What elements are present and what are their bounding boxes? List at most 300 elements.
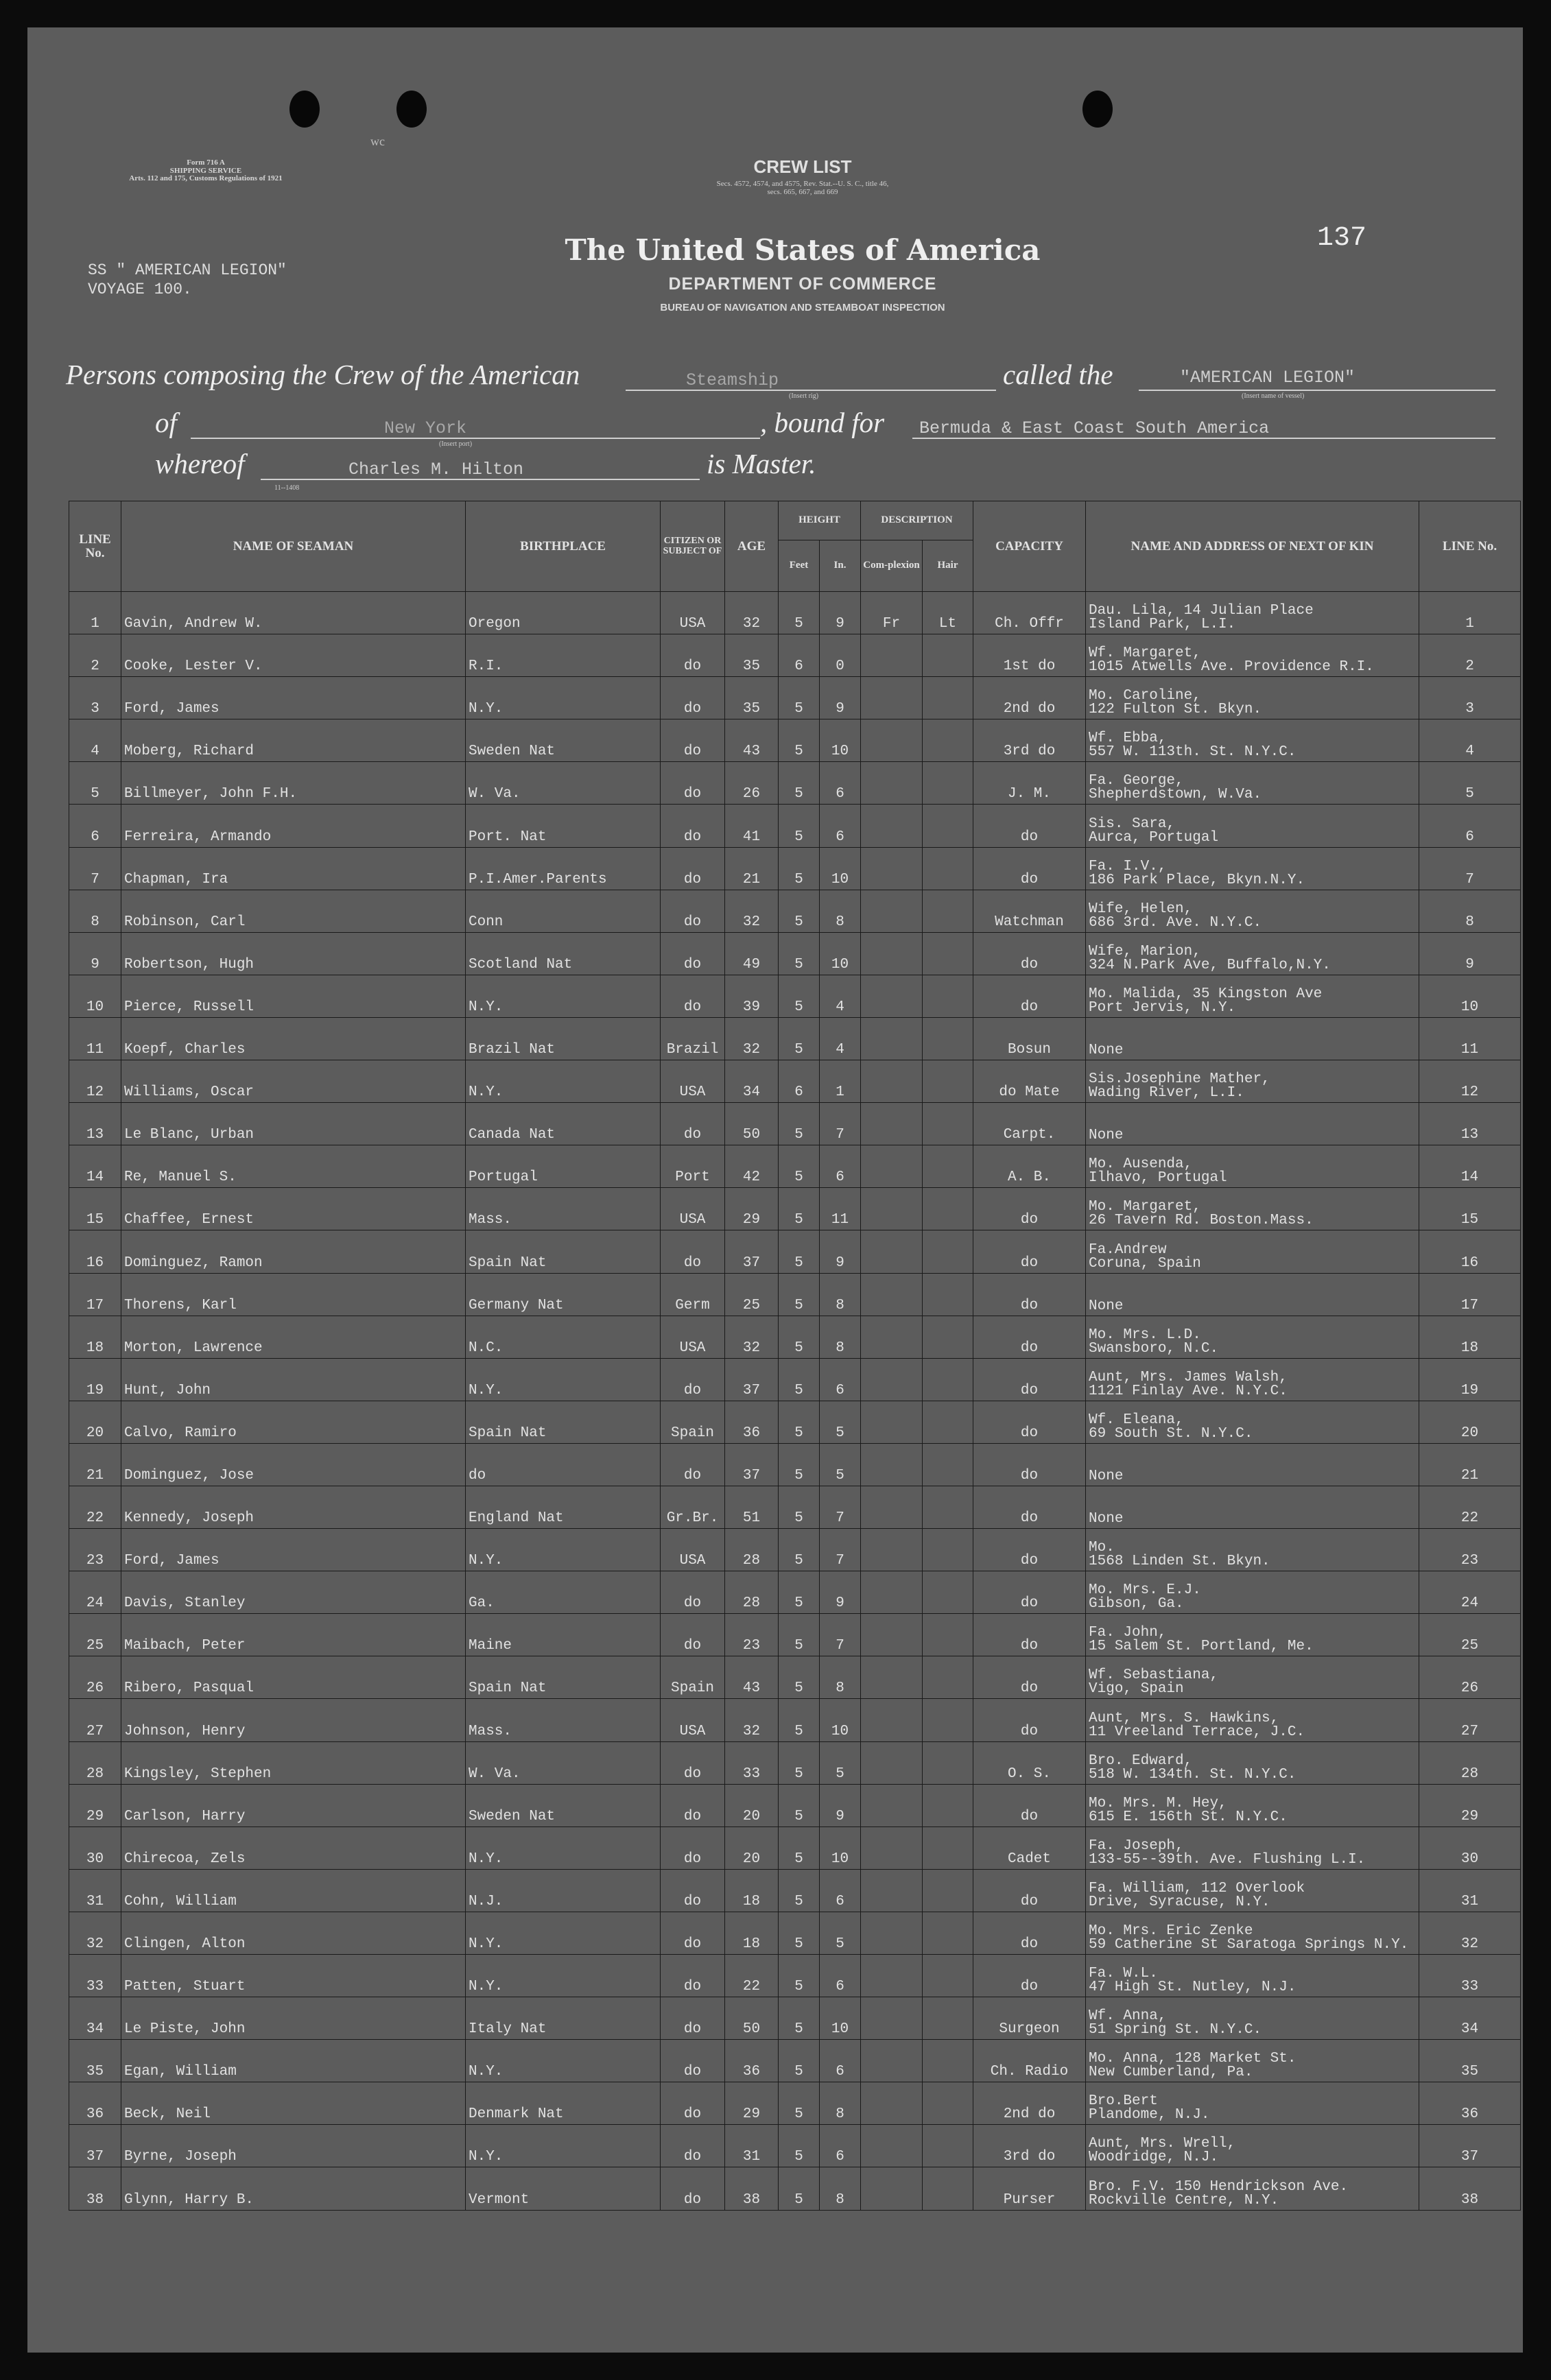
line-number: 24	[69, 1571, 121, 1614]
height-inches: 5	[820, 1401, 861, 1443]
complexion	[861, 1358, 923, 1401]
complexion: Fr	[861, 592, 923, 634]
complexion	[861, 1869, 923, 1912]
table-row	[69, 1316, 1521, 1358]
kin-line: Sis. Sara,	[1089, 816, 1176, 832]
capacity: do	[973, 1656, 1086, 1699]
height-inches: 6	[820, 2125, 861, 2167]
capacity: Carpt.	[973, 1103, 1086, 1145]
table-row	[69, 805, 1521, 847]
height-inches: 8	[820, 1316, 861, 1358]
table-row	[69, 1230, 1521, 1273]
kin-line: Wf. Sebastiana,	[1089, 1667, 1219, 1684]
table-row	[69, 1699, 1521, 1741]
line-number: 17	[69, 1273, 121, 1316]
kin-line: Wf. Ebba,	[1089, 730, 1167, 747]
kin-line: Aunt, Mrs. S. Hawkins,	[1089, 1710, 1279, 1726]
kin-line: Mo.	[1089, 1540, 1115, 1556]
capacity: do	[973, 1230, 1086, 1273]
complexion	[861, 1529, 923, 1571]
punch-hole	[1082, 91, 1113, 128]
height-inches: 9	[820, 1784, 861, 1826]
kin-line: Vigo, Spain	[1089, 1681, 1184, 1698]
hair	[923, 2040, 973, 2082]
capacity: do	[973, 1699, 1086, 1741]
line-number-right: 12	[1419, 1060, 1521, 1103]
hair	[923, 2082, 973, 2125]
line-number: 20	[69, 1401, 121, 1443]
kin-line: Wife, Helen,	[1089, 901, 1193, 917]
height-inches: 9	[820, 677, 861, 719]
punch-hole	[396, 91, 427, 128]
kin-line: Mo. Margaret,	[1089, 1199, 1201, 1215]
next-of-kin	[1086, 1103, 1419, 1145]
birthplace: R.I.	[466, 634, 661, 677]
table-row	[69, 1656, 1521, 1699]
capacity: Surgeon	[973, 1997, 1086, 2040]
line-number-right: 18	[1419, 1316, 1521, 1358]
line-number: 15	[69, 1188, 121, 1230]
height-inches: 8	[820, 2082, 861, 2125]
age: 32	[725, 1316, 779, 1358]
height-feet: 5	[779, 1912, 820, 1954]
line-number-right: 21	[1419, 1443, 1521, 1486]
height-inches: 8	[820, 890, 861, 932]
sentence-part: whereof	[155, 448, 245, 479]
birthplace: Spain Nat	[466, 1401, 661, 1443]
kin-line: Fa. George,	[1089, 773, 1184, 789]
line-number-right: 31	[1419, 1869, 1521, 1912]
seaman-name: Re, Manuel S.	[121, 1145, 466, 1188]
next-of-kin	[1086, 847, 1419, 890]
height-inches: 8	[820, 2167, 861, 2210]
line-number-right: 11	[1419, 1017, 1521, 1060]
form-line: SHIPPING SERVICE	[169, 166, 242, 175]
table-row	[69, 975, 1521, 1017]
seaman-name: Koepf, Charles	[121, 1017, 466, 1060]
seaman-name: Ribero, Pasqual	[121, 1656, 466, 1699]
capacity: do	[973, 932, 1086, 975]
seaman-name: Chaffee, Ernest	[121, 1188, 466, 1230]
height-feet: 6	[779, 1060, 820, 1103]
ship-note	[88, 261, 287, 299]
age: 43	[725, 719, 779, 762]
seaman-name: Patten, Stuart	[121, 1955, 466, 1997]
age: 36	[725, 1401, 779, 1443]
next-of-kin	[1086, 1358, 1419, 1401]
citizenship: do	[661, 847, 725, 890]
next-of-kin	[1086, 805, 1419, 847]
hair	[923, 762, 973, 805]
table-row	[69, 1060, 1521, 1103]
citizenship: USA	[661, 592, 725, 634]
birthplace: Ga.	[466, 1571, 661, 1614]
line-number-right: 24	[1419, 1571, 1521, 1614]
complexion	[861, 1997, 923, 2040]
underline	[626, 390, 996, 391]
birthplace: N.Y.	[466, 975, 661, 1017]
height-feet: 5	[779, 1316, 820, 1358]
kin-line: Swansboro, N.C.	[1089, 1340, 1219, 1357]
next-of-kin	[1086, 975, 1419, 1017]
birthplace: Italy Nat	[466, 1997, 661, 2040]
kin-line: Fa. W.L.	[1089, 1966, 1158, 1982]
birthplace: Mass.	[466, 1699, 661, 1741]
complexion	[861, 1145, 923, 1188]
next-of-kin	[1086, 2040, 1419, 2082]
kin-line: Bro. F.V. 150 Hendrickson Ave.	[1089, 2178, 1349, 2195]
height-feet: 5	[779, 975, 820, 1017]
height-inches: 7	[820, 1614, 861, 1656]
next-of-kin	[1086, 2167, 1419, 2210]
line-number-right: 5	[1419, 762, 1521, 805]
next-of-kin	[1086, 932, 1419, 975]
line-number: 29	[69, 1784, 121, 1826]
citizenship: do	[661, 1869, 725, 1912]
capacity: 2nd do	[973, 677, 1086, 719]
line-number: 3	[69, 677, 121, 719]
next-of-kin	[1086, 1486, 1419, 1528]
age: 22	[725, 1955, 779, 1997]
table-row	[69, 1145, 1521, 1188]
sentence-part: called the	[1003, 359, 1113, 390]
line-number-right: 33	[1419, 1955, 1521, 1997]
height-inches: 9	[820, 1571, 861, 1614]
table-row	[69, 1273, 1521, 1316]
citizenship: do	[661, 1358, 725, 1401]
height-inches: 8	[820, 1656, 861, 1699]
capacity: 3rd do	[973, 719, 1086, 762]
complexion	[861, 975, 923, 1017]
capacity: do	[973, 1571, 1086, 1614]
age: 32	[725, 890, 779, 932]
capacity: do	[973, 1443, 1086, 1486]
birthplace: N.C.	[466, 1316, 661, 1358]
citizenship: Brazil	[661, 1017, 725, 1060]
line-number-right: 30	[1419, 1826, 1521, 1869]
height-feet: 6	[779, 634, 820, 677]
line-number: 14	[69, 1145, 121, 1188]
height-inches: 5	[820, 1741, 861, 1784]
citizenship: do	[661, 1741, 725, 1784]
line-number: 2	[69, 634, 121, 677]
kin-line: Wading River, L.I.	[1089, 1085, 1244, 1102]
height-feet: 5	[779, 1614, 820, 1656]
complexion	[861, 932, 923, 975]
height-inches: 10	[820, 932, 861, 975]
birthplace: N.Y.	[466, 2040, 661, 2082]
citizenship: do	[661, 1443, 725, 1486]
hair	[923, 1358, 973, 1401]
capacity: Ch. Offr	[973, 592, 1086, 634]
birthplace: Mass.	[466, 1188, 661, 1230]
capacity: 3rd do	[973, 2125, 1086, 2167]
kin-line: Fa.Andrew	[1089, 1241, 1167, 1258]
citizenship: do	[661, 719, 725, 762]
age: 31	[725, 2125, 779, 2167]
kin-line: 122 Fulton St. Bkyn.	[1089, 702, 1262, 718]
height-inches: 10	[820, 719, 861, 762]
seaman-name: Morton, Lawrence	[121, 1316, 466, 1358]
citizenship: do	[661, 1103, 725, 1145]
birthplace: N.Y.	[466, 1826, 661, 1869]
complexion	[861, 1784, 923, 1826]
age: 37	[725, 1230, 779, 1273]
complexion	[861, 1912, 923, 1954]
capacity: do	[973, 975, 1086, 1017]
seaman-name: Kennedy, Joseph	[121, 1486, 466, 1528]
table-row	[69, 1017, 1521, 1060]
kin-line: Coruna, Spain	[1089, 1255, 1201, 1272]
line-number: 21	[69, 1443, 121, 1486]
age: 37	[725, 1443, 779, 1486]
seaman-name: Le Blanc, Urban	[121, 1103, 466, 1145]
table-row	[69, 1103, 1521, 1145]
seaman-name: Dominguez, Jose	[121, 1443, 466, 1486]
height-feet: 5	[779, 1997, 820, 2040]
kin-line: Drive, Syracuse, N.Y.	[1089, 1894, 1270, 1910]
hair	[923, 1614, 973, 1656]
vessel-hint: (Insert name of vessel)	[1242, 392, 1305, 400]
hair	[923, 847, 973, 890]
table-row	[69, 677, 1521, 719]
kin-line: 51 Spring St. N.Y.C.	[1089, 2022, 1262, 2038]
seaman-name: Moberg, Richard	[121, 719, 466, 762]
citizenship: do	[661, 677, 725, 719]
age: 41	[725, 805, 779, 847]
table-row	[69, 1997, 1521, 2040]
age: 37	[725, 1358, 779, 1401]
kin-line: 686 3rd. Ave. N.Y.C.	[1089, 914, 1262, 931]
hair	[923, 719, 973, 762]
height-inches: 4	[820, 1017, 861, 1060]
kin-line: Ilhavo, Portugal	[1089, 1170, 1227, 1187]
hair	[923, 1145, 973, 1188]
birthplace: W. Va.	[466, 762, 661, 805]
table-row	[69, 2040, 1521, 2082]
next-of-kin	[1086, 1273, 1419, 1316]
print-code: 11--1408	[274, 484, 300, 492]
statute-line: secs. 665, 667, and 669	[767, 188, 838, 197]
citizenship: USA	[661, 1060, 725, 1103]
birthplace: N.Y.	[466, 1060, 661, 1103]
line-number-right: 9	[1419, 932, 1521, 975]
seaman-name: Ferreira, Armando	[121, 805, 466, 847]
capacity: Cadet	[973, 1826, 1086, 1869]
age: 49	[725, 932, 779, 975]
hair	[923, 1997, 973, 2040]
table-row	[69, 1358, 1521, 1401]
height-feet: 5	[779, 2082, 820, 2125]
kin-line: Mo. Caroline,	[1089, 688, 1201, 704]
kin-line: Plandome, N.J.	[1089, 2107, 1210, 2123]
capacity: O. S.	[973, 1741, 1086, 1784]
complexion	[861, 1741, 923, 1784]
line-number: 5	[69, 762, 121, 805]
seaman-name: Glynn, Harry B.	[121, 2167, 466, 2210]
complexion	[861, 890, 923, 932]
age: 26	[725, 762, 779, 805]
col-height: HEIGHT	[779, 501, 861, 540]
voyage-number: VOYAGE 100.	[88, 281, 192, 298]
line-number-right: 36	[1419, 2082, 1521, 2125]
kin-line: Gibson, Ga.	[1089, 1596, 1184, 1613]
hair	[923, 1741, 973, 1784]
seaman-name: Davis, Stanley	[121, 1571, 466, 1614]
next-of-kin	[1086, 762, 1419, 805]
underline	[1139, 390, 1495, 391]
line-number-right: 17	[1419, 1273, 1521, 1316]
citizenship: do	[661, 2167, 725, 2210]
height-feet: 5	[779, 1869, 820, 1912]
citizenship: do	[661, 805, 725, 847]
next-of-kin	[1086, 1443, 1419, 1486]
kin-line: Aurca, Portugal	[1089, 829, 1219, 846]
table-row	[69, 2167, 1521, 2210]
page-number: 137	[1317, 223, 1367, 254]
seaman-name: Williams, Oscar	[121, 1060, 466, 1103]
capacity: do	[973, 1955, 1086, 1997]
height-inches: 6	[820, 1145, 861, 1188]
kin-line: Mo. Mrs. L.D.	[1089, 1326, 1201, 1343]
age: 18	[725, 1869, 779, 1912]
hair	[923, 2125, 973, 2167]
seaman-name: Thorens, Karl	[121, 1273, 466, 1316]
line-number: 35	[69, 2040, 121, 2082]
hair	[923, 634, 973, 677]
next-of-kin	[1086, 592, 1419, 634]
complexion	[861, 2082, 923, 2125]
kin-line: 26 Tavern Rd. Boston.Mass.	[1089, 1213, 1314, 1229]
next-of-kin	[1086, 677, 1419, 719]
next-of-kin	[1086, 1997, 1419, 2040]
birthplace: Spain Nat	[466, 1656, 661, 1699]
table-row	[69, 719, 1521, 762]
hair	[923, 1188, 973, 1230]
hair	[923, 1060, 973, 1103]
citizenship: Spain	[661, 1401, 725, 1443]
capacity: 1st do	[973, 634, 1086, 677]
kin-line: Fa. I.V.,	[1089, 858, 1167, 874]
citizenship: do	[661, 1997, 725, 2040]
citizenship: do	[661, 2125, 725, 2167]
capacity: do	[973, 1401, 1086, 1443]
next-of-kin	[1086, 1571, 1419, 1614]
line-number-right: 25	[1419, 1614, 1521, 1656]
sentence-part: Persons composing the Crew of the American	[66, 359, 580, 390]
seaman-name: Carlson, Harry	[121, 1784, 466, 1826]
line-number-right: 29	[1419, 1784, 1521, 1826]
line-number: 36	[69, 2082, 121, 2125]
hair	[923, 890, 973, 932]
table-row	[69, 1955, 1521, 1997]
complexion	[861, 1316, 923, 1358]
hair	[923, 1230, 973, 1273]
height-feet: 5	[779, 1145, 820, 1188]
statute-line: Secs. 4572, 4574, and 4575, Rev. Stat.--U. S. C., title 46,	[716, 180, 889, 188]
height-inches: 0	[820, 634, 861, 677]
height-feet: 5	[779, 762, 820, 805]
underline	[191, 438, 760, 439]
capacity: do	[973, 1316, 1086, 1358]
height-inches: 6	[820, 1869, 861, 1912]
age: 32	[725, 1017, 779, 1060]
rig-hint: (Insert rig)	[789, 392, 819, 400]
age: 35	[725, 634, 779, 677]
capacity: do	[973, 1529, 1086, 1571]
line-number: 34	[69, 1997, 121, 2040]
kin-line: Wf. Anna,	[1089, 2008, 1167, 2025]
height-feet: 5	[779, 1230, 820, 1273]
height-inches: 7	[820, 1486, 861, 1528]
line-number-right: 19	[1419, 1358, 1521, 1401]
line-number-right: 23	[1419, 1529, 1521, 1571]
citizenship: do	[661, 2040, 725, 2082]
age: 20	[725, 1826, 779, 1869]
height-inches: 6	[820, 2040, 861, 2082]
home-port: New York	[384, 418, 467, 438]
col-description: DESCRIPTION	[861, 501, 973, 540]
height-feet: 5	[779, 1955, 820, 1997]
birthplace: do	[466, 1443, 661, 1486]
height-inches: 11	[820, 1188, 861, 1230]
birthplace: N.Y.	[466, 1529, 661, 1571]
seaman-name: Ford, James	[121, 1529, 466, 1571]
seaman-name: Billmeyer, John F.H.	[121, 762, 466, 805]
table-row	[69, 2082, 1521, 2125]
line-number: 8	[69, 890, 121, 932]
line-number: 23	[69, 1529, 121, 1571]
citizenship: Spain	[661, 1656, 725, 1699]
seaman-name: Byrne, Joseph	[121, 2125, 466, 2167]
complexion	[861, 762, 923, 805]
citizenship: do	[661, 1784, 725, 1826]
kin-line: Mo. Malida, 35 Kingston Ave	[1089, 986, 1323, 1002]
next-of-kin	[1086, 1529, 1419, 1571]
statute-reference	[563, 180, 1043, 196]
kin-line: 47 High St. Nutley, N.J.	[1089, 1979, 1297, 1996]
kin-line: 59 Catherine St Saratoga Springs N.Y.	[1089, 1937, 1409, 1953]
form-line: Form 716 A	[187, 158, 225, 167]
birthplace: England Nat	[466, 1486, 661, 1528]
line-number: 30	[69, 1826, 121, 1869]
height-inches: 10	[820, 1699, 861, 1741]
hair: Lt	[923, 592, 973, 634]
height-feet: 5	[779, 1103, 820, 1145]
line-number-right: 10	[1419, 975, 1521, 1017]
line-number: 32	[69, 1912, 121, 1954]
age: 28	[725, 1529, 779, 1571]
complexion	[861, 1826, 923, 1869]
kin-line: Fa. John,	[1089, 1625, 1167, 1641]
col-capacity: CAPACITY	[973, 501, 1086, 592]
citizenship: Port	[661, 1145, 725, 1188]
citizenship: USA	[661, 1699, 725, 1741]
height-inches: 5	[820, 1443, 861, 1486]
line-number: 13	[69, 1103, 121, 1145]
kin-line: Mo. Mrs. M. Hey,	[1089, 1795, 1227, 1811]
kin-line: Mo. Ausenda,	[1089, 1156, 1193, 1173]
kin-line: Rockville Centre, N.Y.	[1089, 2192, 1279, 2209]
next-of-kin	[1086, 1699, 1419, 1741]
birthplace: Scotland Nat	[466, 932, 661, 975]
hair	[923, 2167, 973, 2210]
citizenship: do	[661, 1912, 725, 1954]
birthplace: Oregon	[466, 592, 661, 634]
form-line: Arts. 112 and 175, Customs Regulations of 1921	[129, 174, 283, 183]
height-feet: 5	[779, 1358, 820, 1401]
birthplace: Sweden Nat	[466, 1784, 661, 1826]
